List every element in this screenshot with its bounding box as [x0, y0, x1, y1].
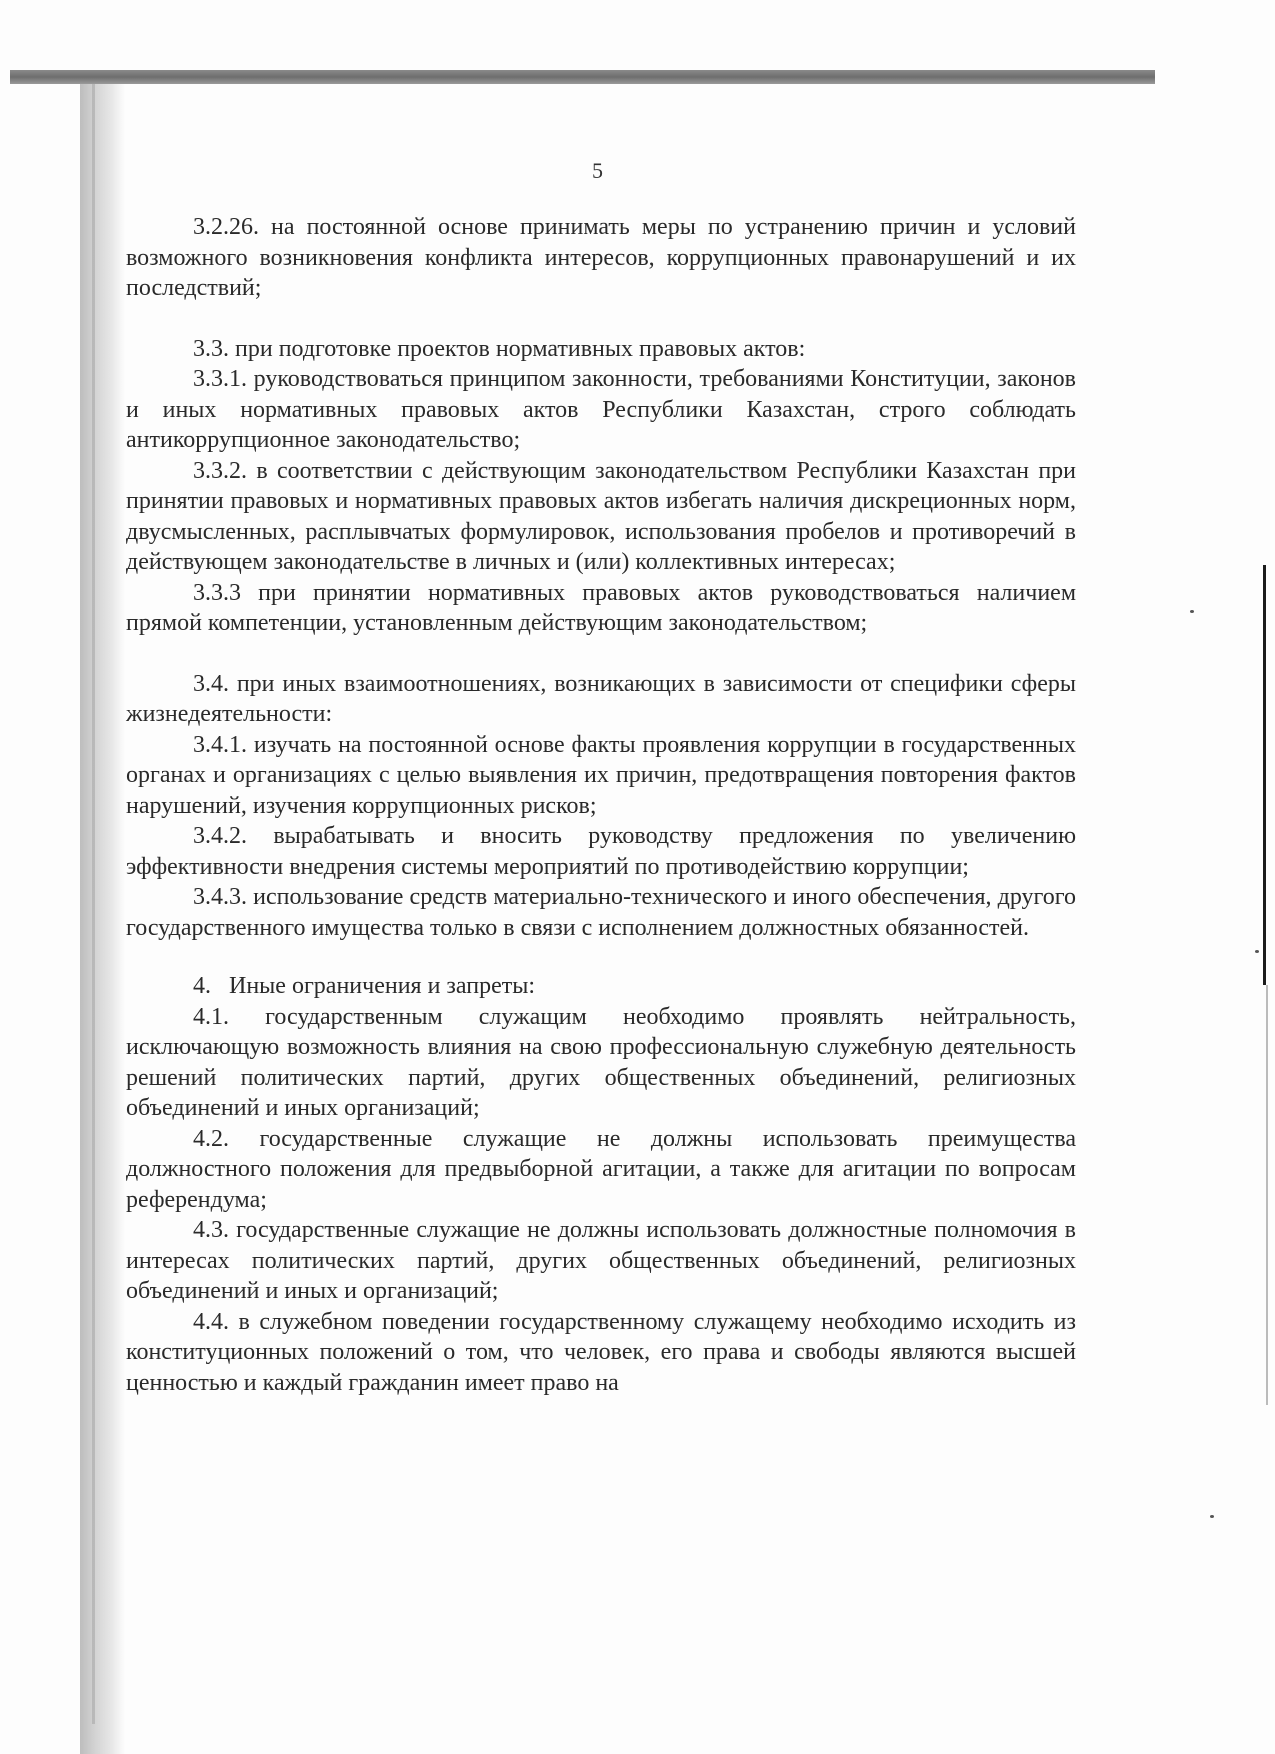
- paragraph-3-4: 3.4. при иных взаимоотношениях, возникающих в зависимости от специфики сферы жизнедеятельности:: [126, 670, 1076, 727]
- paragraph-3-2-26: 3.2.26. на постоянной основе принимать меры по устранению причин и условий возможного возникновения конфликта интересов, коррупционных правонарушений и их последствий;: [126, 214, 1076, 301]
- scan-binding-shadow: [80, 84, 125, 1754]
- scan-binding-line: [92, 84, 95, 1724]
- scan-right-edge-faint: [1266, 985, 1268, 1405]
- document-body: [126, 212, 1076, 1398]
- scan-speck: [1255, 950, 1259, 953]
- scan-right-edge: [1263, 565, 1266, 985]
- paragraph-4-1: 4.1. государственным служащим необходимо проявлять нейтральность, исключающую возможность влияния на свою профессиональную служебную деятельность решений политических партий, других общественных объединений, религиозных объединений и иных организаций;: [126, 1003, 1076, 1121]
- paragraph-3-3: 3.3. при подготовке проектов нормативных правовых актов:: [193, 335, 806, 362]
- paragraph-4-4: 4.4. в служебном поведении государственному служащему необходимо исходить из конституционных положений о том, что человек, его права и свободы являются высшей ценностью и каждый гражданин имеет право на: [126, 1308, 1076, 1396]
- section-4-heading: 4. Иные ограничения и запреты:: [193, 973, 536, 999]
- paragraph-3-4-2: 3.4.2. вырабатывать и вносить руководству предложения по увеличению эффективности внедрения системы мероприятий по противодействию коррупции;: [126, 823, 1076, 880]
- paragraph-3-3-3: 3.3.3 при принятии нормативных правовых актов руководствоваться наличием прямой компетенции, установленным действующим законодательством;: [126, 579, 1076, 636]
- scan-speck: [1190, 610, 1194, 613]
- paragraph-4-3: 4.3. государственные служащие не должны использовать должностные полномочия в интересах политических партий, других общественных объединений, религиозных объединений и иных и организаций;: [126, 1217, 1076, 1304]
- scan-top-shadow: [10, 70, 1155, 84]
- paragraph-3-3-1: 3.3.1. руководствоваться принципом законности, требованиями Конституции, законов и иных нормативных правовых актов Республики Казахстан, строго соблюдать антикоррупционное законодательство;: [126, 366, 1076, 453]
- scan-speck: [1210, 1515, 1214, 1518]
- paragraph-3-3-2: 3.3.2. в соответствии с действующим законодательством Республики Казахстан при принятии правовых и нормативных правовых актов избегать наличия дискреционных норм, двусмысленных, расплывчатых формулировок, использования пробелов и противоречий в действующем законодательстве в личных и (или) коллективных интересах;: [126, 457, 1076, 575]
- page-number: 5: [592, 158, 603, 183]
- paragraph-4-2: 4.2. государственные служащие не должны использовать преимущества должностного положения для предвыборной агитации, а также для агитации по вопросам референдума;: [126, 1125, 1076, 1213]
- paragraph-3-4-1: 3.4.1. изучать на постоянной основе факты проявления коррупции в государственных органах и организациях с целью выявления их причин, предотвращения повторения фактов нарушений, изучения коррупционных рисков;: [126, 731, 1076, 819]
- paragraph-3-4-3: 3.4.3. использование средств материально-технического и иного обеспечения, другого государственного имущества только в связи с исполнением должностных обязанностей.: [126, 884, 1076, 941]
